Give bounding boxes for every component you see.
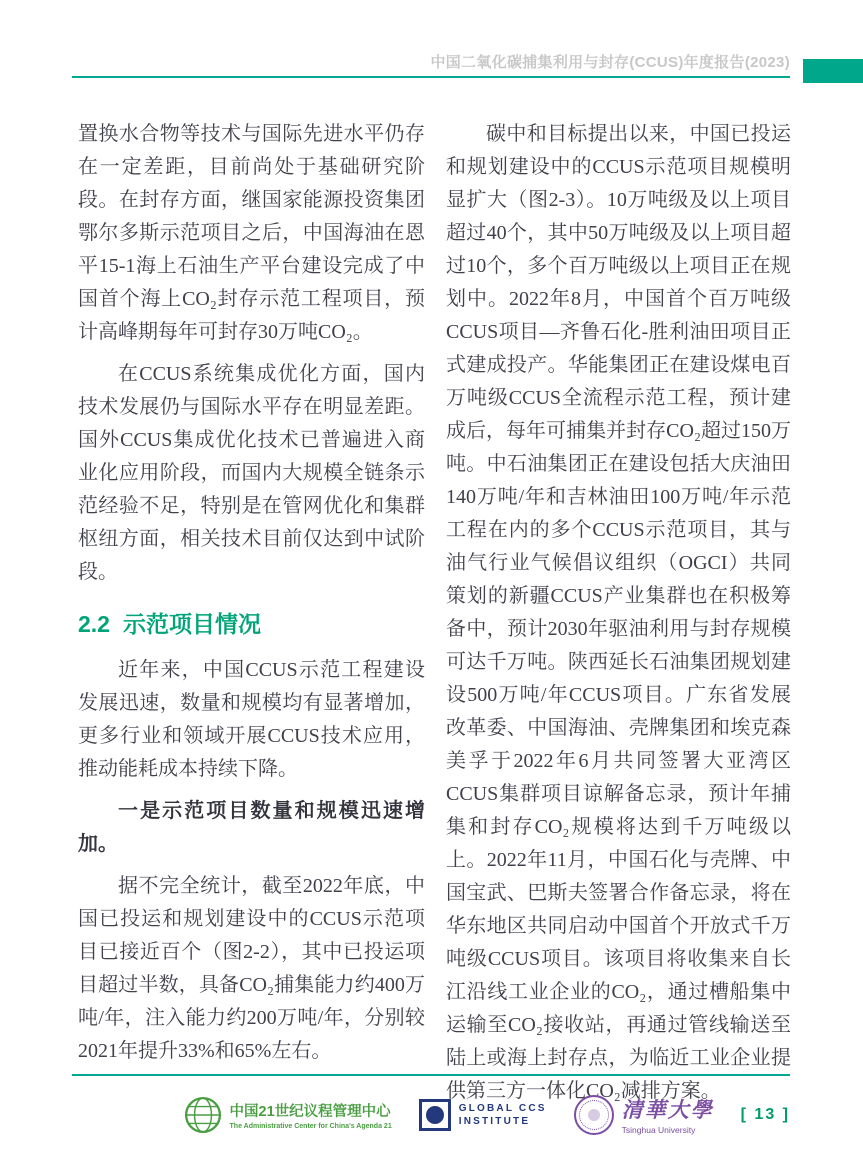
- left-column: [78, 118, 425, 1117]
- header-divider: [72, 76, 790, 78]
- logo-gccsi: [419, 1099, 547, 1131]
- globe-icon: [184, 1096, 222, 1134]
- para-system-integration: 在CCUS系统集成优化方面，国内技术发展仍与国际水平存在明显差距。国外CCUS集成优化技术已普遍进入商业化应用阶段，而国内大规模全链条示范经验不足，特别是在管网优化和集群枢纽方面，相关技术目前仅达到中试阶段。: [78, 363, 425, 583]
- tsinghua-subtitle: Tsinghua University: [621, 1125, 696, 1135]
- para-recent-years: 近年来，中国CCUS示范工程建设发展迅速，数量和规模均有显著增加，更多行业和领域开展CCUS技术应用，推动能耗成本持续下降。: [78, 659, 425, 780]
- section-title: 示范项目情况: [122, 611, 261, 637]
- gccsi-circle-icon: [426, 1106, 444, 1124]
- para-point-one-bold: 一是示范项目数量和规模迅速增加。: [78, 800, 425, 855]
- right-column: [446, 118, 791, 1117]
- page-body: [78, 118, 791, 1117]
- logo-acca21: [184, 1096, 392, 1134]
- para-statistics-2022: 据不完全统计，截至2022年底，中国已投运和规划建设中的CCUS示范项目已接近百个（图2-2），其中已投运项目超过半数，具备CO₂捕集能力约400万吨/年，注入能力约200万吨/年，分别较2021年提升33%和65%左右。: [78, 875, 425, 1062]
- section-heading: [78, 606, 425, 639]
- header-running-title: 中国二氧化碳捕集利用与封存(CCUS)年度报告(2023): [430, 54, 790, 71]
- logo-tsinghua: [574, 1094, 714, 1135]
- para-storage-tech: 置换水合物等技术与国际先进水平仍存在一定差距，目前尚处于基础研究阶段。在封存方面，继国家能源投资集团鄂尔多斯示范项目之后，中国海油在恩平15-1海上石油生产平台建设完成了中国首个海上CO₂封存示范工程项目，预计高峰期每年可封存30万吨CO₂。: [78, 123, 425, 343]
- page-number: [ 13 ]: [740, 1105, 790, 1123]
- tsinghua-seal-icon: [574, 1095, 614, 1135]
- acca21-name: 中国21世纪议程管理中心: [229, 1103, 391, 1120]
- gccsi-square-icon: [419, 1099, 451, 1131]
- para-carbon-neutral-projects: 碳中和目标提出以来，中国已投运和规划建设中的CCUS示范项目规模明显扩大（图2-3）。10万吨级及以上项目超过40个，其中50万吨级及以上项目超过10个，多个百万吨级以上项目正在规划中。2022年8月，中国首个百万吨级CCUS项目—齐鲁石化-胜利油田项目正式建成投产。华能集团正在建设煤电百万吨级CCUS全流程示范工程，预计建成后，每年可捕集并封存CO₂超过150万吨。中石油集团正在建设包括大庆油田140万吨/年和吉林油田100万吨/年示范工程在内的多个CCUS示范项目，其与油气行业气候倡议组织（OGCI）共同策划的新疆CCUS产业集群也在积极筹备中，预计2030年驱油利用与封存规模可达千万吨。陕西延长石油集团规划建设500万吨/年CCUS项目。广东省发展改革委、中国海油、壳牌集团和埃克森美孚于2022年6月共同签署大亚湾区CCUS集群项目谅解备忘录，预计年捕集和封存CO₂规模将达到千万吨级以上。2022年11月，中国石化与壳牌、中国宝武、巴斯夫签署合作备忘录，将在华东地区共同启动中国首个开放式千万吨级CCUS项目。该项目将收集来自长江沿线工业企业的CO₂，通过槽船集中运输至CO₂接收站，再通过管线输送至陆上或海上封存点，为临近工业企业提供第三方一体化CO₂减排方案。: [446, 123, 791, 1102]
- header-corner-tab: [803, 59, 863, 83]
- page-footer: [184, 1094, 790, 1135]
- gccsi-name-line1: GLOBAL CCS: [458, 1102, 547, 1114]
- footer-divider: [72, 1074, 790, 1076]
- tsinghua-name: 清華大學: [621, 1098, 714, 1122]
- acca21-subtitle: The Administrative Center for China's Agenda 21: [229, 1122, 392, 1130]
- section-number: 2.2: [78, 611, 110, 637]
- gccsi-name-line2: INSTITUTE: [458, 1115, 531, 1127]
